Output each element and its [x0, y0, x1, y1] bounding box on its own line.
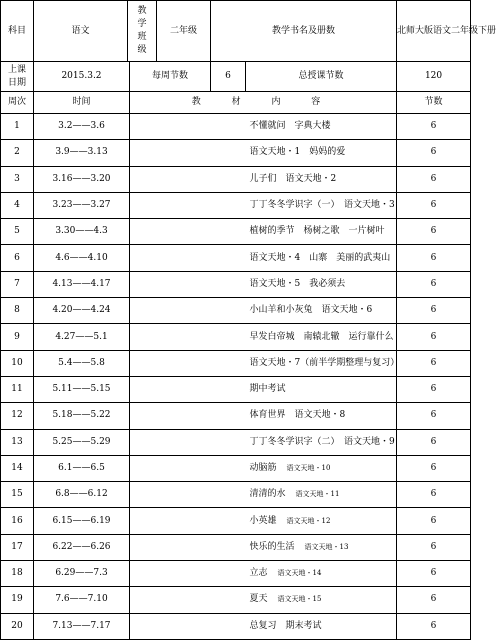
content-sub: 语文天地・13 — [304, 542, 349, 551]
lessons-cell: 6 — [397, 403, 471, 429]
table-row — [1, 508, 471, 534]
lessons-cell: 6 — [397, 114, 471, 140]
lessons-cell: 6 — [397, 587, 471, 613]
table-row — [1, 298, 471, 324]
content-main: 植树的季节 杨树之歌 一片树叶 — [249, 226, 385, 237]
week-cell: 6 — [1, 245, 34, 271]
content-main: 小山羊和小灰兔 语文天地・6 — [249, 305, 373, 316]
content-cell — [246, 271, 397, 297]
time-cell: 3.2——3.6 — [34, 114, 130, 140]
content-sub: 语文天地・10 — [286, 464, 331, 472]
class-label: 教 学 班 级 — [128, 1, 157, 62]
table-row — [1, 271, 471, 297]
lessons-column-header: 节数 — [397, 92, 471, 114]
lessons-cell: 6 — [397, 350, 471, 376]
time-cell: 4.27——5.1 — [34, 324, 130, 350]
content-main: 语文天地・4 山寨 美丽的武夷山 — [249, 252, 391, 263]
week-cell: 19 — [1, 587, 34, 613]
time-cell: 6.22——6.26 — [34, 534, 130, 560]
week-cell: 3 — [1, 166, 34, 192]
week-cell: 4 — [1, 192, 34, 218]
content-sub: 语文天地・12 — [286, 516, 331, 525]
content-cell — [246, 508, 397, 534]
table-row — [1, 114, 471, 140]
content-main: 动脑筋 — [249, 463, 277, 473]
time-cell: 6.1——6.5 — [34, 455, 130, 481]
table-row — [1, 140, 471, 166]
time-cell: 7.6——7.10 — [34, 587, 130, 613]
week-cell: 12 — [1, 403, 34, 429]
time-cell: 3.9——3.13 — [34, 140, 130, 166]
table-row — [1, 219, 471, 245]
time-cell: 4.20——4.24 — [34, 298, 130, 324]
table-row — [1, 613, 471, 639]
table-row — [1, 192, 471, 218]
content-cell — [246, 140, 397, 166]
content-cell — [246, 429, 397, 455]
content-main: 体育世界 语文天地・8 — [249, 410, 346, 421]
info-row — [1, 62, 471, 92]
table-row — [1, 166, 471, 192]
content-main: 期中考试 — [249, 384, 286, 395]
week-cell: 11 — [1, 376, 34, 402]
week-cell: 7 — [1, 271, 34, 297]
lessons-cell: 6 — [397, 219, 471, 245]
table-row — [1, 376, 471, 402]
weekly-lessons-label: 每周节数 — [130, 62, 211, 92]
lessons-cell: 6 — [397, 245, 471, 271]
table-row — [1, 245, 471, 271]
content-sub: 语文天地・11 — [295, 490, 340, 499]
content-cell — [246, 245, 397, 271]
lessons-cell: 6 — [397, 324, 471, 350]
content-cell — [246, 587, 397, 613]
content-cell — [246, 324, 397, 350]
table-row — [1, 587, 471, 613]
table-row — [1, 350, 471, 376]
content-main: 夏天 — [249, 594, 268, 605]
lessons-cell: 6 — [397, 534, 471, 560]
total-lessons-value: 120 — [397, 62, 471, 92]
lessons-cell: 6 — [397, 192, 471, 218]
total-lessons-label: 总授课节数 — [246, 62, 397, 92]
content-main: 儿子们 语文天地・2 — [249, 173, 337, 184]
content-main: 清清的水 — [249, 489, 286, 500]
week-cell: 14 — [1, 455, 34, 481]
table-row — [1, 403, 471, 429]
time-cell: 4.6——4.10 — [34, 245, 130, 271]
content-cell — [246, 114, 397, 140]
content-sub: 语文天地・15 — [277, 595, 322, 604]
time-cell: 6.15——6.19 — [34, 508, 130, 534]
subject-label: 科目 — [1, 1, 34, 62]
time-cell: 3.30——4.3 — [34, 219, 130, 245]
content-cell — [246, 192, 397, 218]
week-cell: 2 — [1, 140, 34, 166]
lessons-cell: 6 — [397, 508, 471, 534]
content-main: 语文天地・5 我必须去 — [249, 278, 346, 289]
week-cell: 20 — [1, 613, 34, 639]
weekly-lessons-value: 6 — [211, 62, 246, 92]
lessons-cell: 6 — [397, 298, 471, 324]
table-row — [1, 429, 471, 455]
content-cell — [246, 534, 397, 560]
table-row — [1, 534, 471, 560]
content-cell — [246, 376, 397, 402]
time-cell: 6.29——7.3 — [34, 561, 130, 587]
time-cell: 3.23——3.27 — [34, 192, 130, 218]
content-cell — [246, 403, 397, 429]
week-cell: 16 — [1, 508, 34, 534]
week-cell: 18 — [1, 561, 34, 587]
content-cell — [246, 613, 397, 639]
time-cell: 5.25——5.29 — [34, 429, 130, 455]
time-cell: 4.13——4.17 — [34, 271, 130, 297]
time-cell: 5.4——5.8 — [34, 350, 130, 376]
content-main: 快乐的生活 — [249, 541, 295, 552]
content-main: 语文天地・7（前半学期整理与复习） — [249, 357, 400, 368]
content-cell — [246, 561, 397, 587]
book-value: 北师大版语文二年级下册 — [397, 1, 471, 62]
content-cell — [246, 350, 400, 376]
book-label: 教学书名及册数 — [211, 1, 397, 62]
week-cell: 5 — [1, 219, 34, 245]
time-cell: 5.11——5.15 — [34, 376, 130, 402]
time-cell: 7.13——7.17 — [34, 613, 130, 639]
lessons-cell: 6 — [397, 166, 471, 192]
lessons-cell: 6 — [397, 482, 471, 508]
start-date-label: 上课 日期 — [1, 62, 34, 92]
content-main: 丁丁冬冬学识字（一） 语文天地・3 — [249, 200, 395, 211]
week-cell: 8 — [1, 298, 34, 324]
week-cell: 1 — [1, 114, 34, 140]
grade-value: 二年级 — [157, 1, 211, 62]
content-cell — [246, 298, 397, 324]
content-main: 丁丁冬冬学识字（二） 语文天地・9 — [249, 436, 395, 447]
content-sub: 语文天地・14 — [277, 569, 322, 578]
content-main: 立志 — [249, 568, 268, 579]
week-cell: 13 — [1, 429, 34, 455]
time-cell: 5.18——5.22 — [34, 403, 130, 429]
lessons-cell: 6 — [397, 271, 471, 297]
lessons-cell: 6 — [397, 613, 471, 639]
lessons-cell: 6 — [397, 429, 471, 455]
week-column-header: 周次 — [1, 92, 34, 114]
header-row — [1, 1, 471, 62]
content-cell — [246, 219, 397, 245]
content-main: 语文天地・1 妈妈的爱 — [249, 147, 346, 158]
content-main: 小英雄 — [249, 515, 277, 526]
table-row — [1, 561, 471, 587]
content-main: 早发白帝城 南辕北辙 运行靠什么 — [249, 331, 394, 342]
week-cell: 10 — [1, 350, 34, 376]
table-row — [1, 455, 471, 481]
week-cell: 15 — [1, 482, 34, 508]
week-cell: 17 — [1, 534, 34, 560]
lessons-cell: 6 — [397, 561, 471, 587]
content-main: 不懂就问 字典大楼 — [249, 121, 331, 132]
time-cell: 6.8——6.12 — [34, 482, 130, 508]
week-cell: 9 — [1, 324, 34, 350]
lessons-cell: 6 — [397, 140, 471, 166]
column-header-row — [1, 92, 471, 114]
content-column-header: 教 材 内 容 — [130, 92, 397, 114]
week-rows — [1, 114, 471, 640]
content-cell — [246, 455, 397, 481]
start-date-value: 2015.3.2 — [34, 62, 130, 92]
lessons-cell: 6 — [397, 376, 471, 402]
content-cell — [246, 482, 397, 508]
content-cell — [246, 166, 397, 192]
time-column-header: 时间 — [34, 92, 130, 114]
table-row — [1, 482, 471, 508]
content-main: 总复习 期末考试 — [249, 620, 322, 631]
lessons-cell: 6 — [397, 455, 471, 481]
subject-value: 语文 — [34, 1, 128, 62]
time-cell: 3.16——3.20 — [34, 166, 130, 192]
table-row — [1, 324, 471, 350]
